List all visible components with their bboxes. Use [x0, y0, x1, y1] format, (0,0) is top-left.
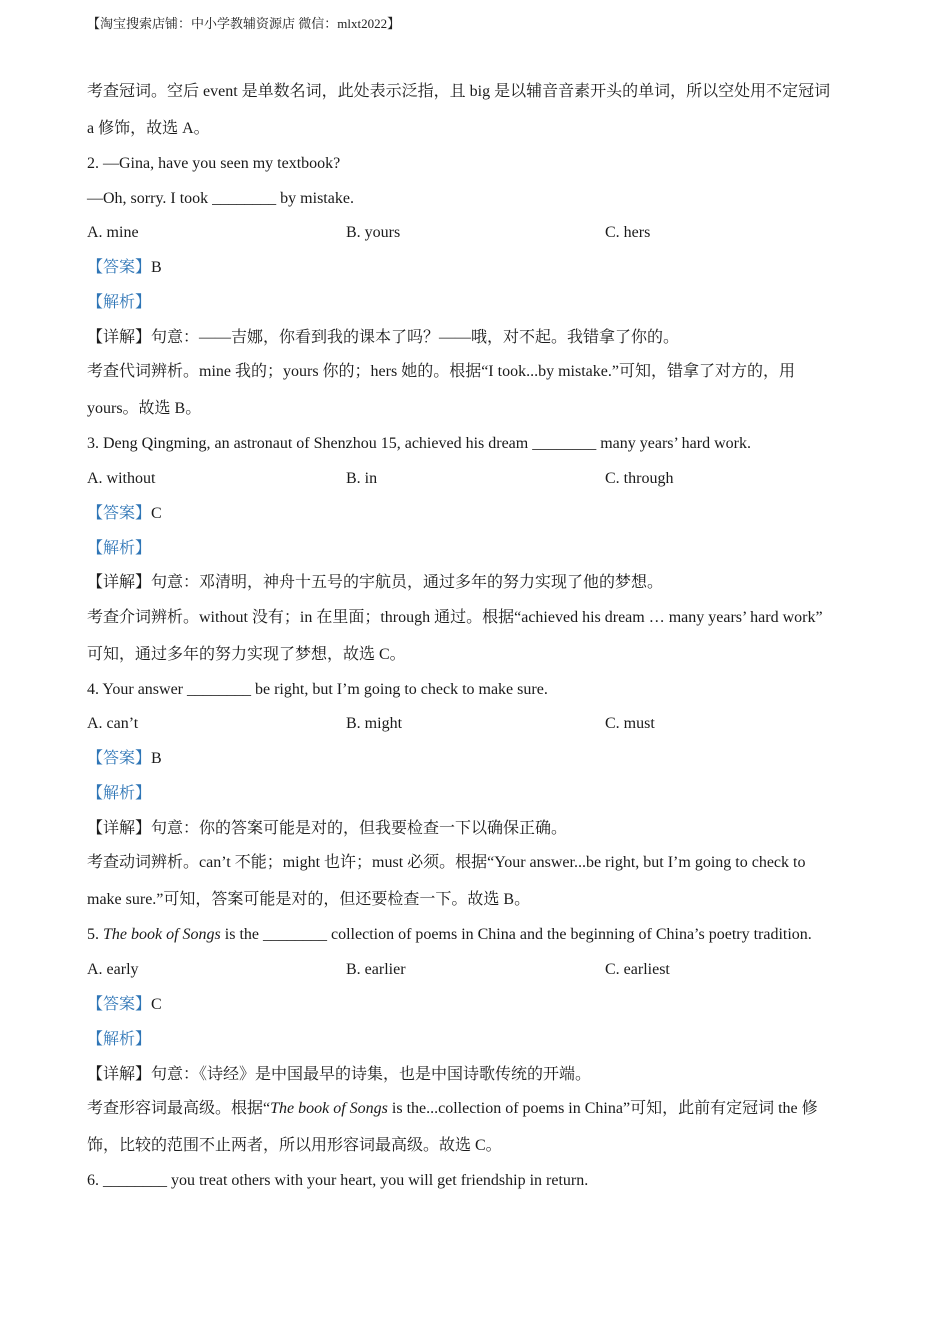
q5-analysis	[87, 1030, 867, 1050]
q5-option-a: A. early	[87, 961, 139, 978]
analysis-label: 【解析】	[87, 294, 152, 311]
answer-label: 【答案】	[87, 996, 152, 1013]
q2-answer-value: B	[151, 259, 162, 276]
q2-option-b: B. yours	[346, 224, 401, 241]
q4-explanation-line1: 考查动词辨析。can’t 不能；might 也许；must 必须。根据“Your answer...be right, but I’m going to check to	[87, 854, 806, 871]
q5-explanation-line1	[87, 1099, 867, 1119]
q4-stem: 4. Your answer ________ be right, but I’m going to check to make sure.	[87, 681, 548, 698]
q3-option-a: A. without	[87, 470, 156, 487]
q5-exp-post: is the...collection of poems in China”可知，此前有定冠词 the 修	[387, 1100, 818, 1117]
q2-stem-line2: —Oh, sorry. I took ________ by mistake.	[87, 190, 354, 207]
answer-label: 【答案】	[87, 505, 152, 522]
q2-analysis	[87, 293, 867, 313]
q2-detail-text: 句意：——吉娜，你看到我的课本了吗？——哦，对不起。我错拿了你的。	[151, 329, 680, 346]
q3-explanation-line2: 可知，通过多年的努力实现了梦想，故选 C。	[87, 646, 406, 663]
q5-detail-text: 句意：《诗经》是中国最早的诗集，也是中国诗歌传统的开端。	[151, 1066, 592, 1083]
q4-answer	[87, 749, 867, 769]
q4-option-a: A. can’t	[87, 715, 139, 732]
q3-answer-value: C	[151, 505, 162, 522]
q5-option-c: C. earliest	[605, 961, 670, 978]
q1-explanation-line1: 考查冠词。空后 event 是单数名词，此处表示泛指，且 big 是以辅音音素开头的单词，所以空处用不定冠词	[87, 83, 831, 100]
q2-option-a: A. mine	[87, 224, 139, 241]
q2-option-c: C. hers	[605, 224, 651, 241]
q4-detail-text: 句意：你的答案可能是对的，但我要检查一下以确保正确。	[151, 820, 568, 837]
detail-label: 【详解】	[87, 574, 152, 591]
q4-option-c: C. must	[605, 715, 655, 732]
q2-explanation-line2: yours。故选 B。	[87, 400, 202, 417]
shop-header: 【淘宝搜索店铺：中小学教辅资源店 微信：mlxt2022】	[87, 16, 401, 31]
q3-explanation-line1: 考查介词辨析。without 没有；in 在里面；through 通过。根据“achieved his dream … many years’ hard work”	[87, 609, 823, 626]
q3-stem: 3. Deng Qingming, an astronaut of Shenzhou 15, achieved his dream ________ many years’ hard work.	[87, 435, 751, 452]
q2-answer	[87, 258, 867, 278]
q2-stem-line1: 2. —Gina, have you seen my textbook?	[87, 155, 341, 172]
q5-stem	[87, 925, 867, 945]
answer-label: 【答案】	[87, 750, 152, 767]
q5-exp-title: The book of Songs	[270, 1100, 388, 1117]
q5-exp-pre: 考查形容词最高级。根据“	[87, 1100, 271, 1117]
q3-detail	[87, 573, 867, 593]
q5-stem-pre: 5.	[87, 926, 103, 943]
analysis-label: 【解析】	[87, 540, 152, 557]
q5-answer-value: C	[151, 996, 162, 1013]
q4-answer-value: B	[151, 750, 162, 767]
q1-explanation-line2: a 修饰，故选 A。	[87, 120, 210, 137]
q5-explanation-line2: 饰，比较的范围不止两者，所以用形容词最高级。故选 C。	[87, 1137, 502, 1154]
q4-explanation-line2: make sure.”可知，答案可能是对的，但还要检查一下。故选 B。	[87, 891, 531, 908]
q5-stem-title: The book of Songs	[103, 926, 221, 943]
q5-answer	[87, 995, 867, 1015]
q3-answer	[87, 504, 867, 524]
detail-label: 【详解】	[87, 820, 152, 837]
q3-analysis	[87, 539, 867, 559]
q3-detail-text: 句意：邓清明，神舟十五号的宇航员，通过多年的努力实现了他的梦想。	[151, 574, 664, 591]
q5-option-b: B. earlier	[346, 961, 406, 978]
q2-explanation-line1: 考查代词辨析。mine 我的；yours 你的；hers 她的。根据“I took...by mistake.”可知，错拿了对方的，用	[87, 363, 795, 380]
detail-label: 【详解】	[87, 1066, 152, 1083]
q3-option-b: B. in	[346, 470, 378, 487]
q4-option-b: B. might	[346, 715, 403, 732]
q2-detail	[87, 328, 867, 348]
q6-stem: 6. ________ you treat others with your heart, you will get friendship in return.	[87, 1172, 589, 1189]
q4-detail	[87, 819, 867, 839]
q4-analysis	[87, 784, 867, 804]
answer-label: 【答案】	[87, 259, 152, 276]
q5-stem-post: is the ________ collection of poems in China and the beginning of China’s poetry tradition.	[220, 926, 812, 943]
q5-detail	[87, 1065, 867, 1085]
q3-option-c: C. through	[605, 470, 674, 487]
analysis-label: 【解析】	[87, 1031, 152, 1048]
detail-label: 【详解】	[87, 329, 152, 346]
analysis-label: 【解析】	[87, 785, 152, 802]
